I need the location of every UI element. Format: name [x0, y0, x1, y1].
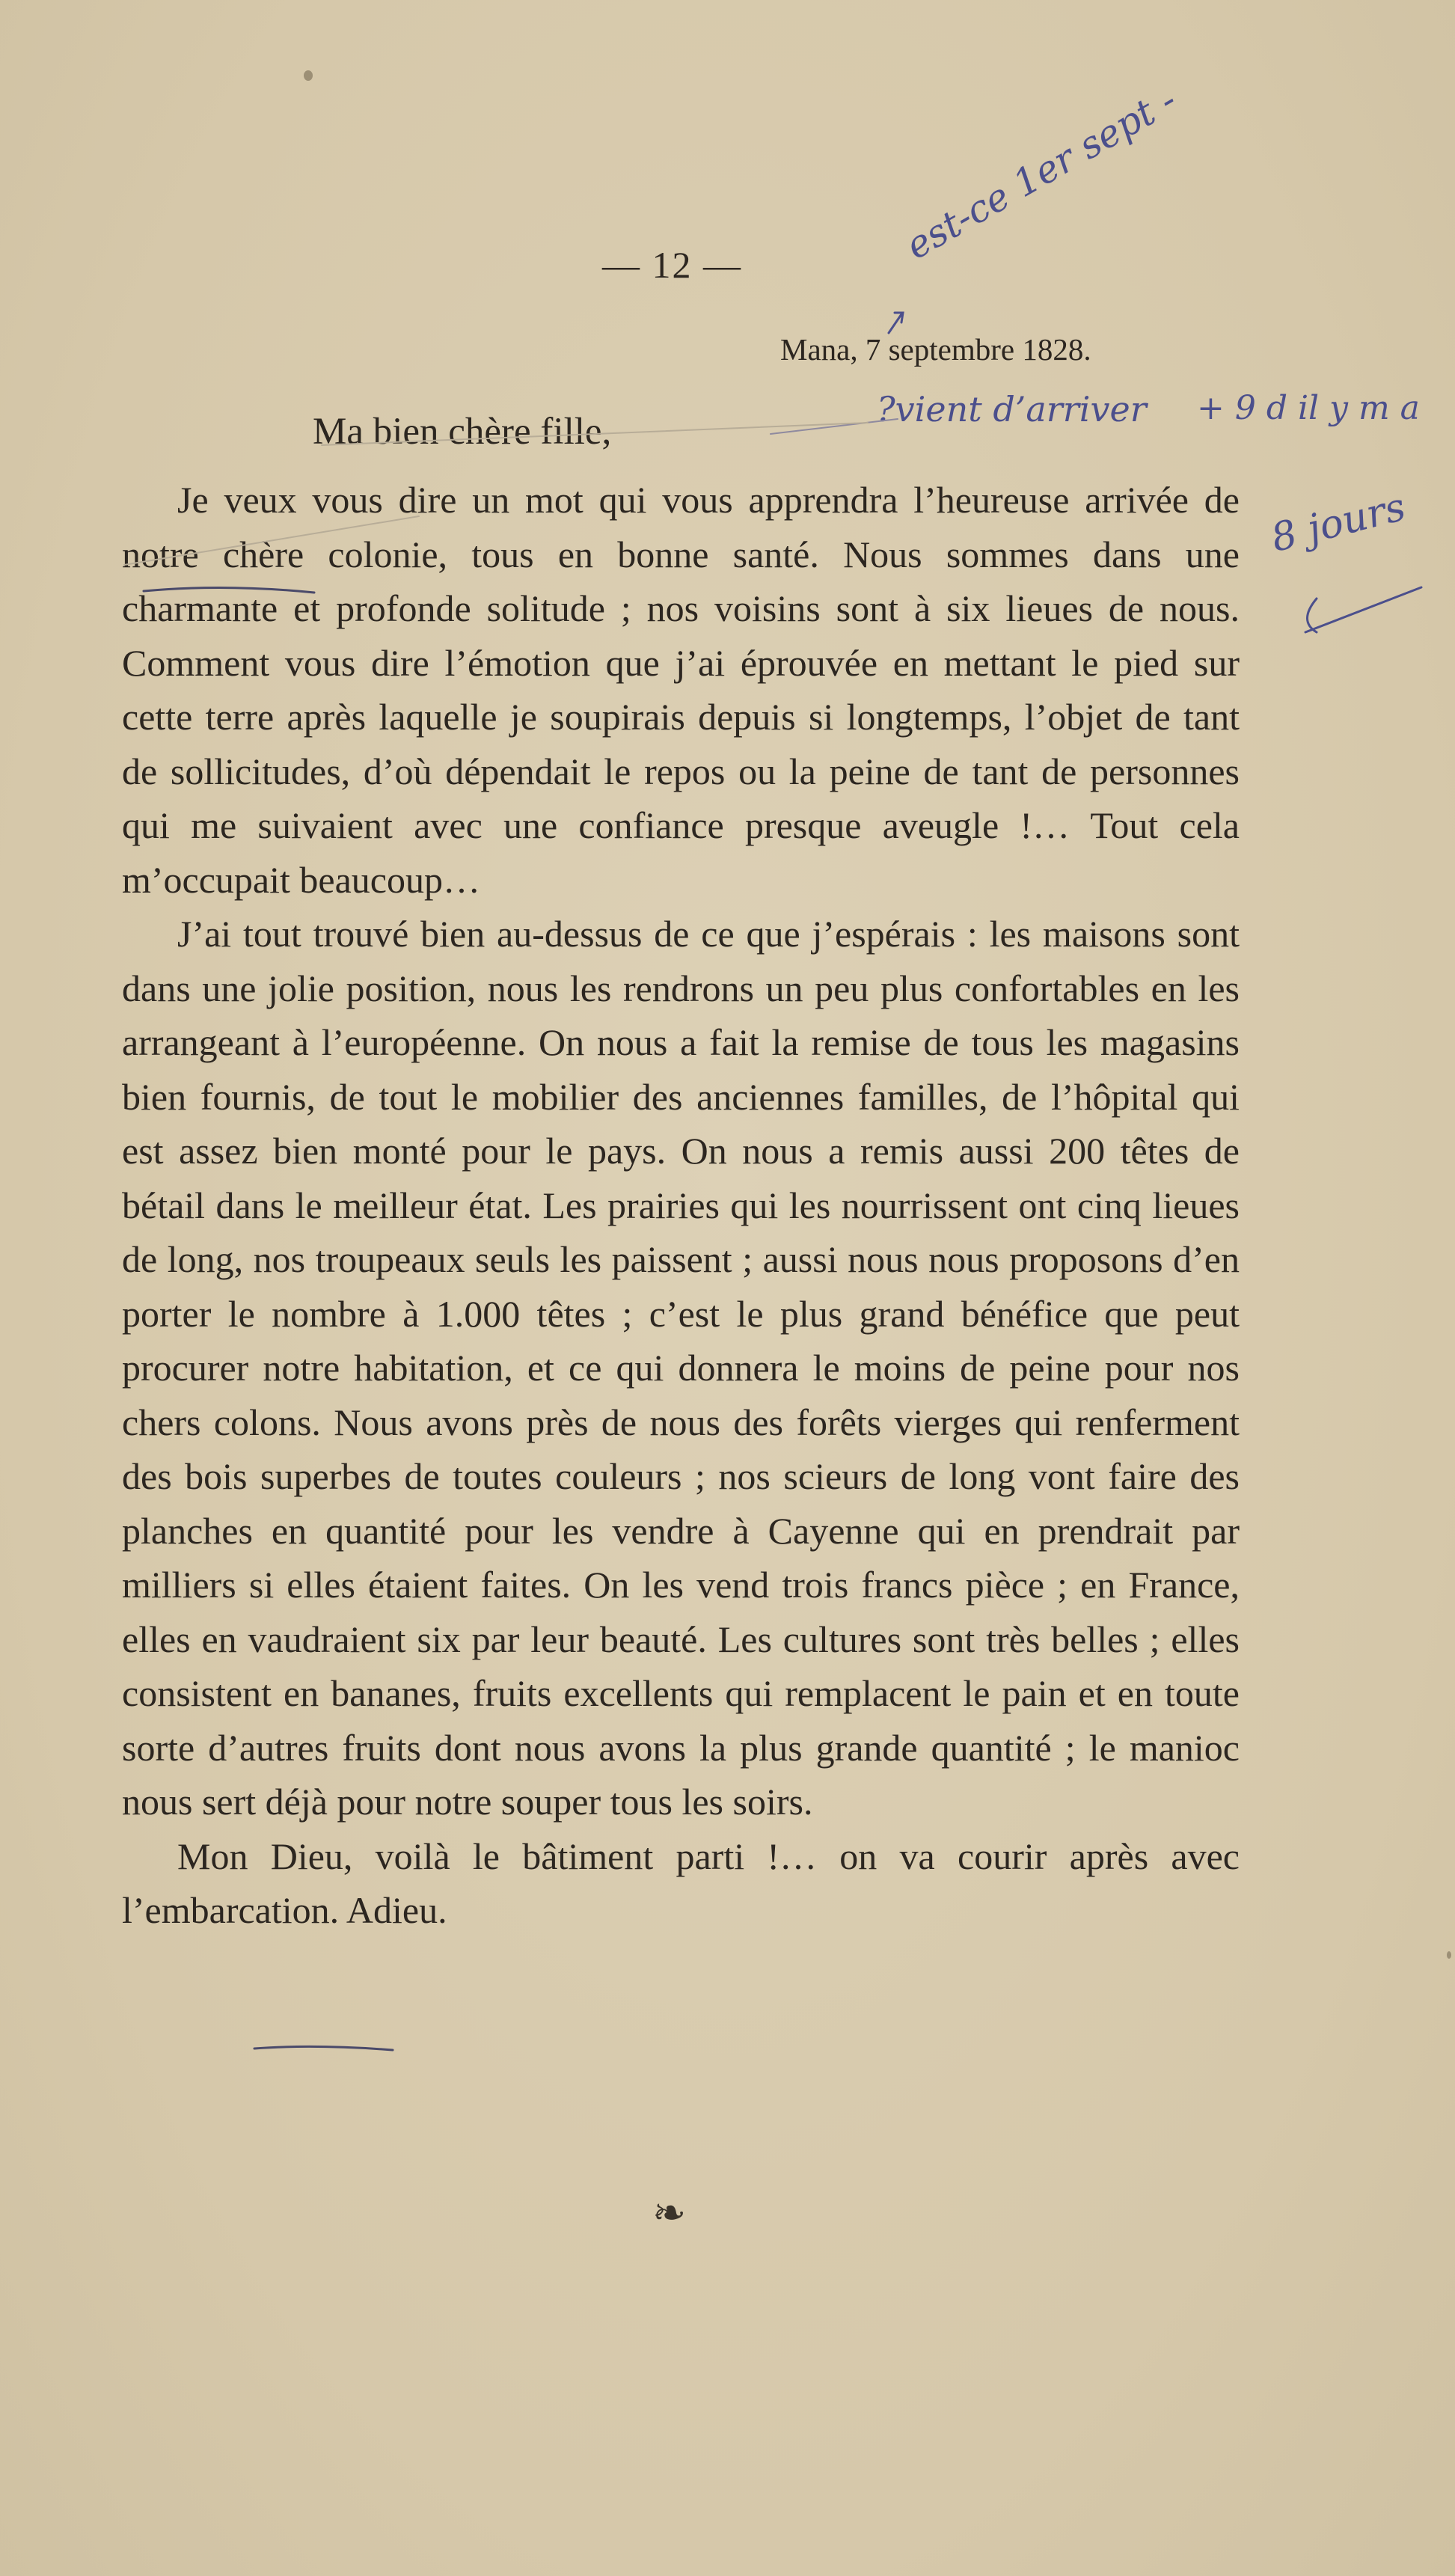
paragraph: Mon Dieu, voilà le bâtiment parti !… on va courir après avec l’embarcation. Adieu. [122, 1835, 1240, 1931]
closing-ornament: ❧ [652, 2191, 687, 2236]
margin-line [1305, 587, 1421, 632]
paragraph: J’ai tout trouvé bien au-dessus de ce que j’espérais : les maisons sont dans une jolie position, nous les rendrons un peu plus confortables en les arrangeant à l’européenne. On nous a fait la remise de tous les magasins bien fournis, de tout le mobilier des anciennes familles, de l’hôpital qui est assez bien monté pour le pays. On nous a remis aussi 200 têtes de bétail dans le meilleur état. Les prairies qui les nourrissent ont cinq lieues de long, nos troupeaux seuls les paissent ; aussi nous nous proposons d’en porter le nombre à 1.000 têtes ; c’est le plus grand bénéfice que peut procurer notre habitation, et ce qui donnera le moins de peine pour nos chers colons. Nous avons près de nous des forêts vierges qui renferment des bois superbes de toutes couleurs ; nos scieurs de long vont faire des planches en quantité pour les vendre à Cayenne qui en prendrait par milliers si elles étaient faites. On les vend trois francs pièce ; en France, elles en vaudraient six par leur beauté. Les cultures sont très belles ; elles consistent en bananes, fruits excellents qui remplacent le pain et en toute sorte d’autres fruits dont nous avons la plus grande quantité ; le manioc nous sert déjà pour notre souper tous les soirs. [122, 913, 1240, 1823]
annotation-date-query: est-ce 1er sept - [898, 78, 1184, 268]
paper-speck [304, 70, 313, 81]
underline-tous-les [254, 2046, 393, 2050]
caret-arrow [889, 313, 903, 333]
annotation-insert-phrase: ?vient d’arriver [877, 389, 1147, 429]
paragraph: Je veux vous dire un mot qui vous apprendra l’heureuse arrivée de notre chère colonie, tous en bonne santé. Nous sommes dans une charmante et profonde solitude ; nos voisins sont à six lieues de nous. Comment vous dire l’émotion que j’ai éprouvée en mettant le pied sur cette terre après laquelle je soupirais depuis si longtemps, l’objet de tant de sollicitudes, d’où dépendait le repos ou la peine de tant de personnes qui me suivaient avec une confiance presque aveugle !… Tout cela m’occupait beaucoup… [122, 479, 1240, 901]
annotation-margin-days: 8 jours [1266, 484, 1410, 561]
annotation-margin-letters: + 9 d il y m a [1197, 389, 1420, 427]
margin-bracket [1308, 599, 1317, 632]
dateline: Mana, 7 septembre 1828. [780, 332, 1091, 367]
page-number: — 12 — [602, 244, 742, 286]
letter-body [122, 473, 1240, 1938]
salutation: Ma bien chère fille, [313, 411, 612, 453]
paper-speck [1447, 1951, 1451, 1959]
